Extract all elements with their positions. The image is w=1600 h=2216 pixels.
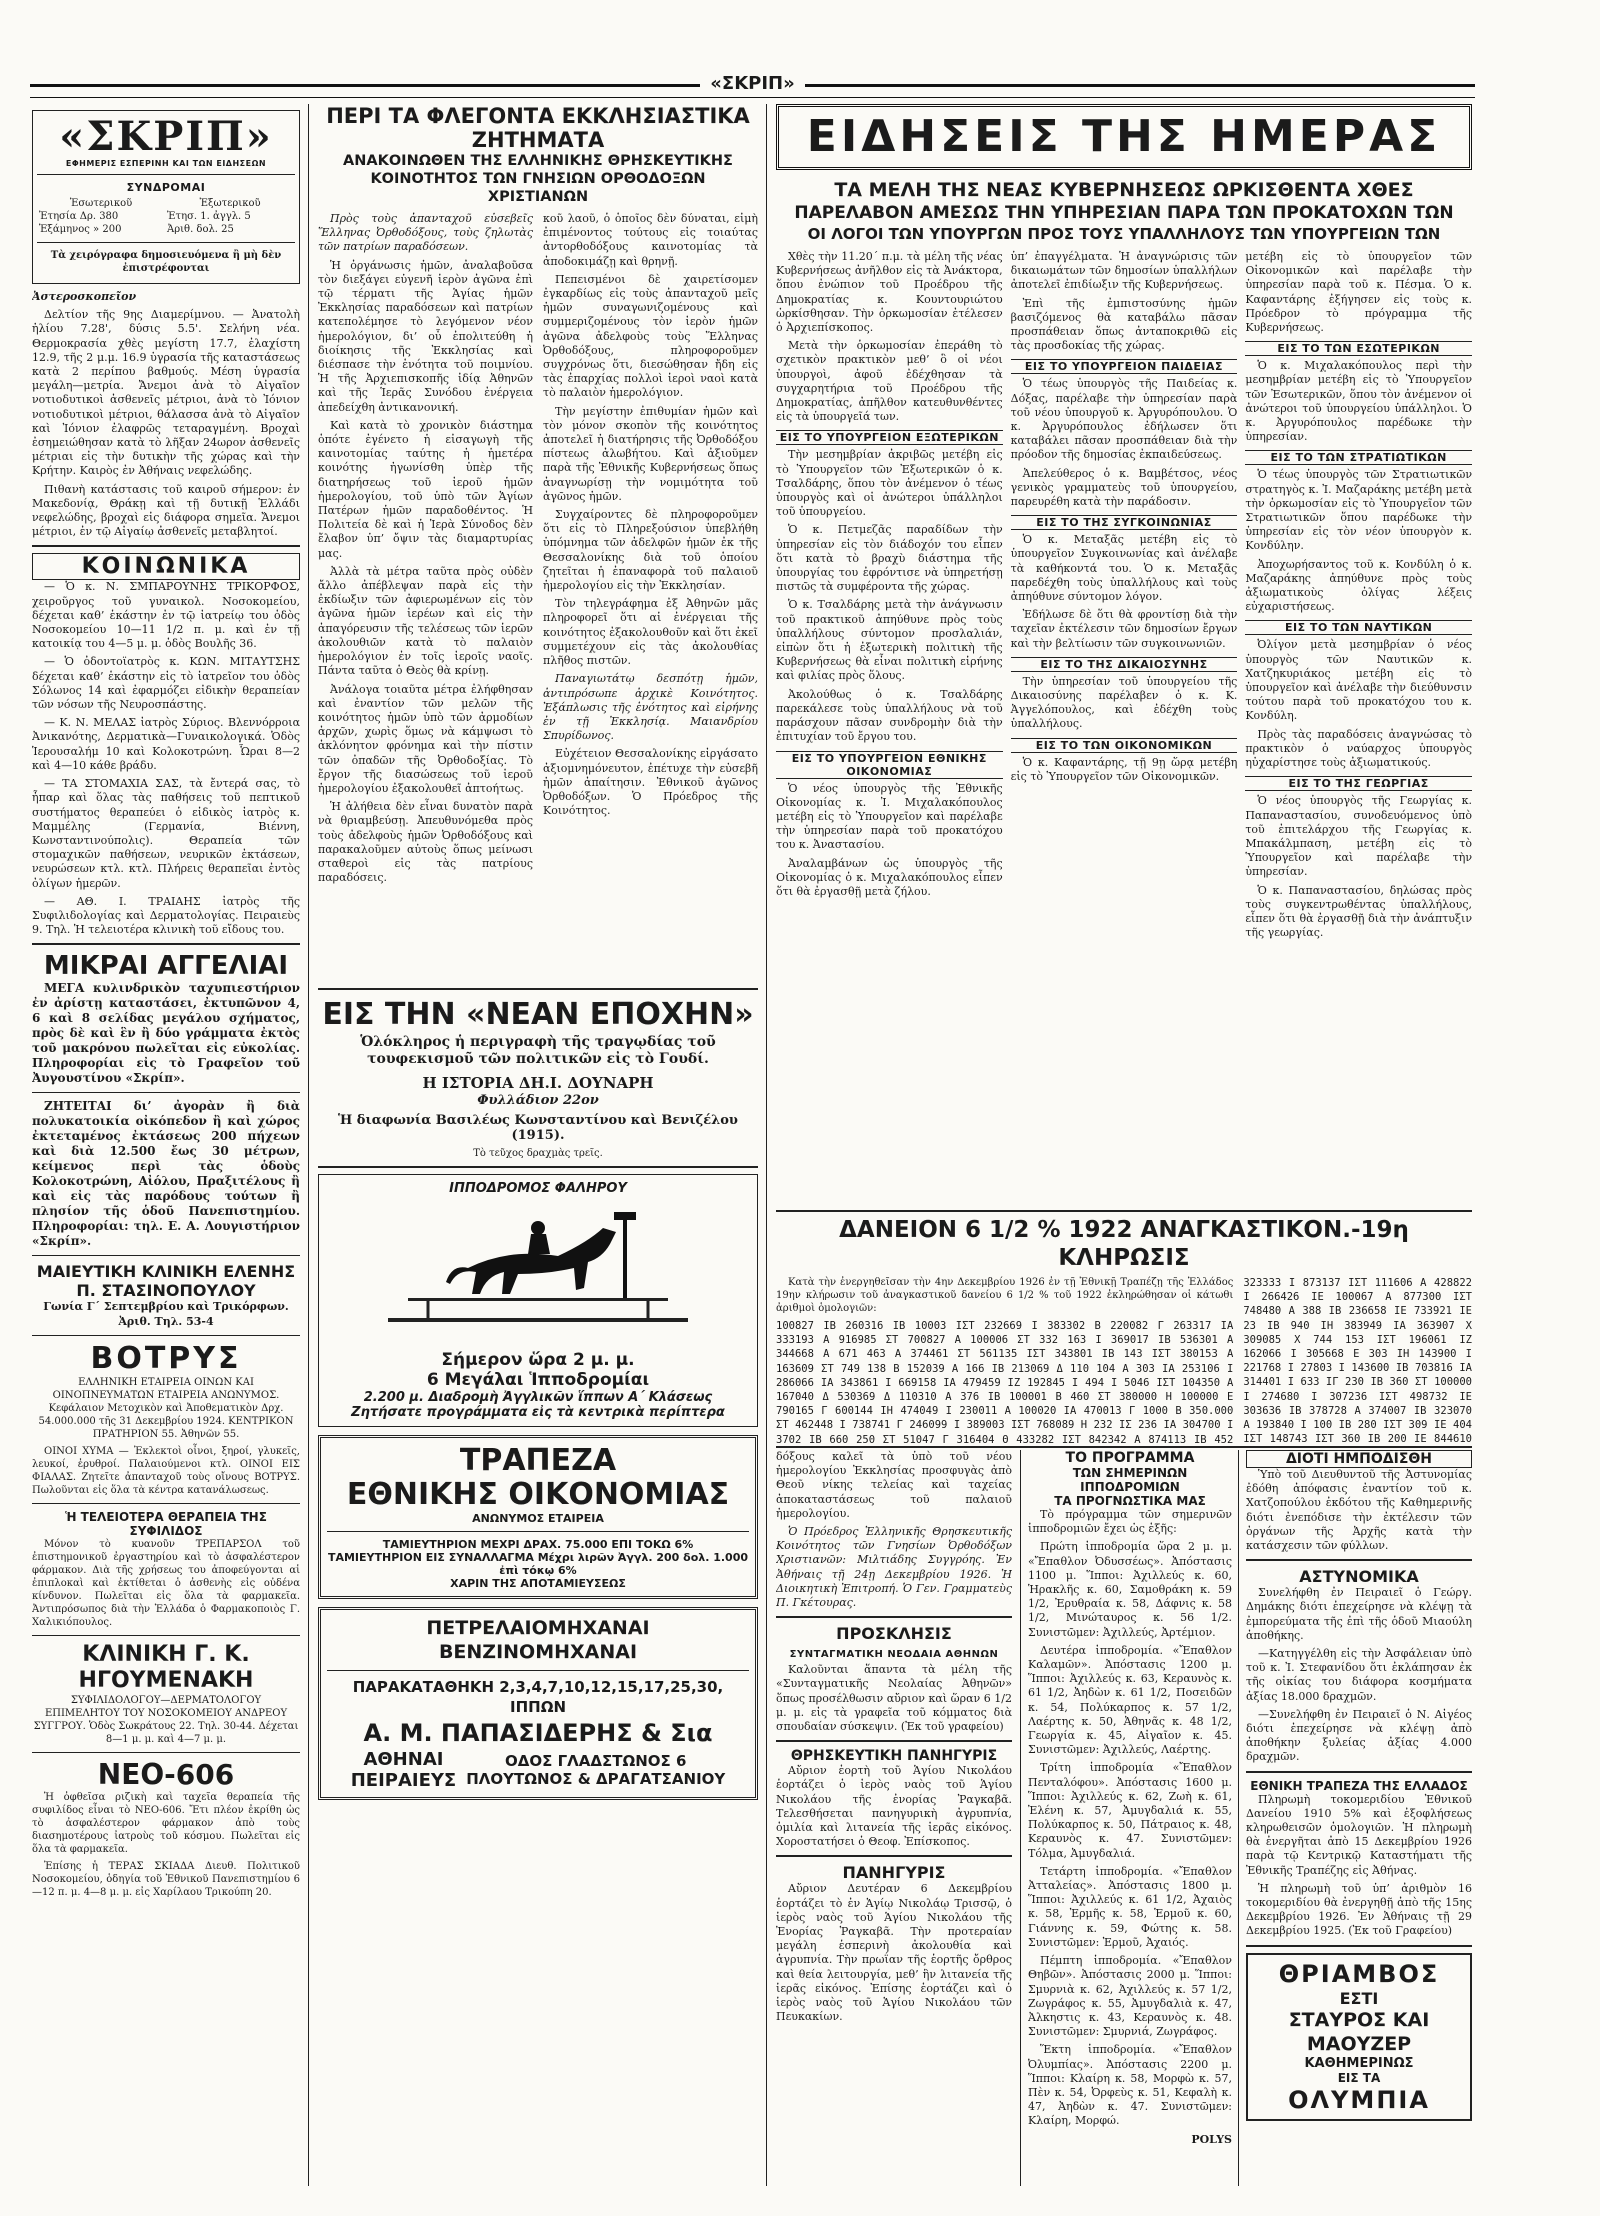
news-para: Ὁ νέος ὑπουργὸς τῆς Ἐθνικῆς Οἰκονομίας κ. Ἰ. Μιχαλακόπουλος μετέβη εἰς τὸ Ὑπουργεῖον καὶ παρέλαβε τὴν ὑπηρεσίαν παρὰ τοῦ προκατόχου του κ. Ἀναστασίου. — [776, 781, 1003, 852]
loan-draw-numbers-2: 323333 Ι 873137 ΙΣΤ 111606 Α 428822 Ι 266426 ΙΕ 100067 Α 877300 ΙΣΤ 748480 Α 388 ΙΒ 236658 ΙΕ 733921 ΙΕ 23 ΙΒ 940 ΙΗ 383949 ΙΑ 363907 Χ 309085 Χ 744 153 ΙΣΤ 196061 ΙΖ 162066 Ι 305668 Ε 303 ΙΗ 143900 Ι 221768 Ι 27803 Ι 143600 ΙΒ 703816 ΙΑ 314401 Ι 633 ΙΓ 230 ΙΒ 360 ΣΤ 100000 Ι 274680 Ι 307236 ΙΣΤ 498732 ΙΕ 303636 ΙΒ 378728 Α 374007 ΙΒ 323070 Α 193840 Ι 100 ΙΒ 280 ΙΣΤ 309 ΙΕ 404 ΙΣΤ 148743 ΙΣΤ 360 ΙΒ 200 ΙΕ 844610 — [1243, 1277, 1472, 1446]
neo606-ad-text-2: Ἐπίσης ἡ ΤΕΡΑΣ ΣΚΙΑΔΑ Διευθ. Πολιτικοῦ Νοσοκομείου, ὁδηγία τοῦ Ἐθνικοῦ Πανεπιστημίου 6—12 π. μ. 4—8 μ. μ. εἰς Χαρίλαου Τρικούπη 20. — [32, 1860, 300, 1898]
masthead-title: «ΣΚΡΙΠ» — [700, 73, 804, 94]
news-headline: ΤΑ ΜΕΛΗ ΤΗΣ ΝΕΑΣ ΚΥΒΕΡΝΗΣΕΩΣ ΩΡΚΙΣΘΕΝΤΑ ΧΘΕΣ — [834, 179, 1414, 201]
police-text: —Συνελήφθη ἐν Πειραιεῖ ὁ Ν. Αἰγέος διότι ἐπεχείρησε νὰ κλέψῃ ἀπὸ ἀποθήκην ξυλείας ἀξίας 4.000 δραχμῶν. — [1246, 1707, 1472, 1764]
news-subhead: ΕΙΣ ΤΟ ΤΩΝ ΕΣΩΤΕΡΙΚΩΝ — [1245, 341, 1472, 356]
nameplate-logo: «ΣΚΡΙΠ» — [59, 113, 273, 160]
news-subhead: ΕΙΣ ΤΟ ΤΗΣ ΣΥΓΚΟΙΝΩΝΙΑΣ — [1011, 515, 1238, 530]
news-section — [776, 104, 1472, 1204]
church-article — [318, 212, 758, 982]
news-para: Ὁ τέως ὑπουργὸς τῶν Στρατιωτικῶν στρατηγὸς κ. Ἰ. Μαζαράκης μετέβη μετὰ τὴν ὁρκωμοσίαν εἰς τὸ Ὑπουργεῖον τῶν Στρατιωτικῶν ὅπου παρέδωκε τὴν ὑπηρεσίαν εἰς τὸν νέον ὑπουργὸν κ. Κονδύλην. — [1245, 468, 1472, 553]
police-text: Συνελήφθη ἐν Πειραιεῖ ὁ Γεώργ. Δημάκης διότι ἐπεχείρησε νὰ κλέψῃ τὰ ἐμπορεύματα τῆς ἐπὶ τῆς ὁδοῦ Μιαούλη ἀποθήκης. — [1246, 1586, 1472, 1642]
invitation-text: Καλοῦνται ἅπαντα τὰ μέλη τῆς «Συνταγματικῆς Νεολαίας Ἀθηνῶν» ὅπως προσέλθωσιν αὔριον καὶ ὥραν 6 1/2 μ. μ. εἰς τὰ γραφεῖα τοῦ κόμματος διὰ σπουδαίαν σύσκεψιν. (Ἐκ τοῦ γραφείου) — [776, 1663, 1012, 1734]
manuscripts-note: Τὰ χειρόγραφα δημοσιευόμενα ἢ μὴ δὲν ἐπιστρέφονται — [50, 250, 282, 274]
olympia-ad-line: ΚΑΘΗΜΕΡΙΝΩΣ — [1304, 2055, 1414, 2071]
olympia-ad-line: ΕΙΣ ΤΑ — [1337, 2070, 1381, 2085]
news-article — [776, 250, 1472, 1058]
church-para: Ἀλλὰ τὰ μέτρα ταῦτα πρὸς οὐδὲν ἄλλο ἀπέβλεψαν παρὰ εἰς τὴν ἐκδίωξιν τῶν ἀφιερωμένων εἰς τὸν ἀγῶνα ἡμῶν ἱερέων καὶ εἰς τὴν ἀπαγόρευσιν τῆς τελέσεως τῶν ἱερῶν ἀκολουθιῶν κατὰ τὸ παλαιὸν ἡμερολόγιον ἐν τοῖς ἱεροῖς ναοῖς. Πάντα ταῦτα ὁ Θεὸς θὰ κρίνῃ. — [318, 564, 533, 678]
festival-heading: ΠΑΝΗΓΥΡΙΣ — [842, 1863, 946, 1883]
weather-heading: Ἀστεροσκοπεῖον — [32, 290, 137, 303]
church-headline: ΠΕΡΙ ΤΑ ΦΛΕΓΟΝΤΑ ΕΚΚΛΗΣΙΑΣΤΙΚΑ ΖΗΤΗΜΑΤΑ — [326, 104, 750, 152]
column-rule — [766, 104, 767, 2186]
classified-ad-press: ΜΕΓΑ κυλινδρικὸν ταχυπιεστήριον ἐν ἀρίστῃ καταστάσει, ἐκτυπῶνον 4, 6 καὶ 8 σελίδας μεγάλου σχήματος, πρὸς δὲ καὶ ἓν ἢ δύο γράμματα ἐκτὸς τοῦ μακρόνου πωλεῖται εἰς εὐκολίας. Πληροφορίαι εἰς τὸ Γραφεῖον τοῦ Ἀυγουστίνου «Σκρίπ». — [32, 981, 300, 1086]
news-subhead: ΕΙΣ ΤΟ ΤΗΣ ΔΙΚΑΙΟΣΥΝΗΣ — [1011, 657, 1238, 672]
news-para: Ὀλίγον μετὰ μεσημβρίαν ὁ νέος ὑπουργὸς τῶν Ναυτικῶν κ. Χατζηκυριάκος μετέβη εἰς τὸ ὑπουργεῖον καὶ ἀνέλαβε τὴν διεύθυνσιν τούτου παρὰ τοῦ προκατόχου του κ. Κονδύλη. — [1245, 638, 1472, 723]
race-program-para: Δευτέρα ἱπποδρομία. «Ἔπαθλον Καλαμῶν». Ἀπόστασις 1200 μ. Ἵπποι: Ἀχιλλεύς κ. 63, Κεραυνὸς κ. 61 1/2, Ἀηδὼν κ. 61 1/2, Ποσειδῶν κ. 54, Πολύκαρπος κ. 57 1/2, Λαέρτης κ. 50, Ἀθηνᾶς κ. 48 1/2, Γεωργία κ. 45, Αἰγαῖον κ. 45. Συνιστῶμεν: Ἀχιλλεύς, Λαέρτης. — [1028, 1643, 1232, 1757]
nea-epochi-price: Τὸ τεῦχος δραχμὰς τρεῖς. — [473, 1147, 603, 1159]
race-program-para: Τρίτη ἱπποδρομία «Ἔπαθλον Πενταλόφου». Ἀπόστασις 1600 μ. Ἵπποι: Ἀχιλλεύς κ. 62, Ζωὴ κ. 61, Ἐλένη κ. 57, Ἀμυγδαλιά κ. 55, Πολύκαρπος κ. 50, Πάτραιος κ. 48, Κεραυνὸς κ. 47. Συνιστῶμεν: Τόλμα, Ἀμυγδαλιά. — [1028, 1761, 1232, 1860]
bank-ad-line: ΤΑΜΙΕΥΤΗΡΙΟΝ ΜΕΧΡΙ ΔΡΑΧ. 75.000 ΕΠΙ ΤΟΚΩ 6% — [382, 1537, 694, 1551]
subs-domestic-year: Ἐτησία Δρ. 380 — [39, 211, 119, 222]
news-para: Ἐπὶ τῆς ἐμπιστοσύνης ἡμῶν βασιζόμενος θὰ καταβάλω πᾶσαν προσπάθειαν ὅπως ἀνταποκριθῶ εἰς τὰς προσδοκίας τῆς χώρας. — [1010, 296, 1238, 353]
religious-feast-text: Αὔριον ἑορτὴ τοῦ Ἁγίου Νικολάου ἑορτάζει ὁ ἱερὸς ναὸς τοῦ Ἁγίου Νικολάου τῆς ἐνορίας Ῥαγκαβᾶ. Τελεσθήσεται πανηγυρικὴ ἀγρυπνία, ὁμιλία καὶ λιτανεία τῆς ἱερᾶς εἰκόνος. Χοροστατήσει ὁ Θεοφ. Ἐπίσκοπος. — [776, 1764, 1012, 1849]
news-subhead: ΕΙΣ ΤΟ ΥΠΟΥΡΓΕΙΟΝ ΠΑΙΔΕΙΑΣ — [1011, 359, 1238, 374]
botrys-ad-title: ΒΟΤΡΥΣ — [90, 1340, 242, 1376]
bank-ad-line: ΕΘΝΙΚΗΣ ΟΙΚΟΝΟΜΙΑΣ — [346, 1476, 730, 1512]
therapy-ad-text: Μόνον τὸ κυανοῦν ΤΡΕΠΑΡΣΟΛ τοῦ ἐπιστημονικοῦ ἐργαστηρίου καὶ τὸ ἀσφαλέστερον φάρμακον. Διὰ τῆς χρήσεως του ἀποφεύγονται αἱ ἐπιπλοκαὶ καὶ ἐκτίθεται ὁ ἀσθενὴς εἰς οὐδένα κίνδυνον. Πωλεῖται εἰς ὅλα τὰ φαρμακεῖα. Ἀντιπρόσωπος διὰ τὴν Ἑλλάδα ὁ Φαρμακοποιὸς Γ. Χαλικιόπουλος. — [32, 1538, 300, 1628]
notice-para: δόξους καλεῖ τὰ ὑπὸ τοῦ νέου ἡμερολογίου Ἐκκλησίας προσφυγὰς ἀπὸ Θεοῦ νίκης τελείας καὶ ταχείας ἀποκαταστάσεως τοῦ παλαιοῦ ἡμερολογίου. — [776, 1450, 1012, 1520]
church-para: Ἡ ἀλήθεια δὲν εἶναι δυνατὸν παρὰ νὰ θριαμβεύσῃ. Ἀπευθυνόμεθα πρὸς τοὺς ἀδελφοὺς ἡμῶν Ὀρθοδόξους καὶ παρακαλοῦμεν αὐτοὺς ὅπως μείνωσι σταθεροὶ εἰς τὰς πατρίους παραδόσεις. — [318, 800, 533, 885]
news-para: Ἀκολούθως ὁ κ. Τσαλδάρης παρεκάλεσε τοὺς ὑπαλλήλους νὰ τοῦ παράσχουν πᾶσαν συνδρομὴν διὰ τὴν ἐπιτυχίαν τοῦ ἔργου του. — [776, 687, 1003, 744]
column-rule — [1238, 1450, 1239, 2186]
weather-text-2: Πιθανὴ κατάστασις τοῦ καιροῦ σήμερον: ἐν Μακεδονίᾳ, Θράκῃ καὶ τῇ δυτικῇ Ἑλλάδι νεφελώδης, βροχαὶ εἰς διάφορα σημεῖα. Ἄνεμοι μέτριοι, ἐν τῷ Αἰγαίῳ ἀσθενεῖς μεταβλητοί. — [32, 482, 300, 539]
engines-ad-city: ΑΘΗΝΑΙ — [363, 1748, 444, 1770]
news-para: Ἀναλαμβάνων ὡς ὑπουργὸς τῆς Οἰκονομίας ὁ κ. Μιχαλακόπουλος εἶπεν ὅτι θὰ ἐργασθῇ μετὰ ζήλου. — [776, 856, 1003, 898]
nea-epochi-title: ΕΙΣ ΤΗΝ «ΝΕΑΝ ΕΠΟΧΗΝ» — [322, 997, 754, 1032]
neo606-ad-text: Ἡ ὀφθεῖσα ριζικὴ καὶ ταχεῖα θεραπεία τῆς συφιλίδος εἶναι τὸ ΝΕΟ-606. Ἔτι πλέον ἐκρίθη ὡς τὸ ἀσφαλέστερον φάρμακον ἀπὸ τοὺς διασημοτέρους ἰατροὺς τοῦ κόσμου. Πωλεῖται εἰς ὅλα τὰ φαρμακεῖα. — [32, 1791, 300, 1855]
column-rule — [1020, 1450, 1021, 2186]
racecourse-line: 6 Μεγάλαι Ἱπποδρομίαι — [426, 1369, 650, 1390]
engines-ad-line: ΠΕΤΡΕΛΑΙΟΜΗΧΑΝΑΙ ΒΕΝΖΙΝΟΜΗΧΑΝΑΙ — [426, 1616, 650, 1663]
weather-text: Δελτίον τῆς 9ης Διαμερίμνου. — Ἀνατολὴ ἡλίου 7.28', δύσις 5.5'. Σελήνη νέα. Θερμοκρασία χθὲς μεγίστη 17.7, ἐλαχίστη 12.9, τῆς 2 μ.μ. 16.9 ὑγρασία τῆς καταστάσεως κατὰ 2 περίπου βαθμούς. Μέση ὑγρασία μεγάλη—μετρία. Ἄνεμοι ἀνὰ τὸ Αἰγαῖον νοτιοδυτικοὶ ἀσθενεῖς μέτριοι, ἀνὰ τὸ Ἰόνιον νοτιοδυτικοὶ μέτριοι, θάλασσα ἀνὰ τὸ Αἰγαῖον καὶ Ἰόνιον ἐλαφρῶς τεταραγμένη. Βροχαὶ ἐσημειώθησαν κατὰ τὸ λῆξαν 24ωρον ἀσθενεῖς μέτριαι εἰς τὴν δυτικὴν τῆς χώρας καὶ τὴν Κρήτην. Καιρὸς ἐν Ἀθήναις νεφελώδης. — [32, 308, 300, 478]
church-para: Πρὸς τοὺς ἀπανταχοῦ εὐσεβεῖς Ἕλληνας Ὀρθοδόξους, τοὺς ζηλωτὰς τῶν πατρίων παραδόσεων. — [318, 212, 533, 254]
news-para: Χθὲς τὴν 11.20΄ π.μ. τὰ μέλη τῆς νέας Κυβερνήσεως ἀνῆλθον εἰς τὰ Ἀνάκτορα, ὅπου ἐνώπιον τοῦ Προέδρου τῆς Δημοκρατίας κ. Κουντουριώτου ὡρκίσθησαν. Τὴν ὁρκωμοσίαν ἐτέλεσεν ὁ Ἀρχιεπίσκοπος. — [776, 250, 1003, 335]
engines-ad-address: ΠΛΟΥΤΩΝΟΣ & ΔΡΑΓΑΤΣΑΝΙΟΥ — [466, 1769, 726, 1788]
olympia-ad-line: ΕΣΤΙ — [1339, 1988, 1379, 2008]
column-right-bottom — [1246, 1450, 1472, 2180]
engines-ad-address: ΟΔΟΣ ΓΛΑΔΣΤΩΝΟΣ 6 — [505, 1751, 687, 1770]
religious-feast-heading: ΘΡΗΣΚΕΥΤΙΚΗ ΠΑΝΗΓΥΡΙΣ — [790, 1748, 998, 1765]
bank-ad-line: ΤΑΜΙΕΥΤΗΡΙΟΝ ΕΙΣ ΣΥΝΑΛΛΑΓΜΑ Μέχρι λιρῶν Ἀγγλ. 200 δολ. 1.000 ἐπὶ τόκῳ 6% — [327, 1550, 749, 1577]
church-para: Παναγιωτάτῳ δεσπότῃ ἡμῶν, ἀντιπρόσωπε ἀρχικὲ Κοινότητος. Ἐξάπλωσις τῆς ἑνότητος καὶ εἰρήνης ἐν τῇ Ἐκκλησίᾳ. Μαιανδρίου Σπυρίδωνος. — [543, 672, 758, 743]
news-para: Τὴν ὑπηρεσίαν τοῦ ὑπουργείου τῆς Δικαιοσύνης παρέλαβεν ὁ κ. Κ. Ἀγγελόπουλος, καὶ ἐδέχθη τοὺς ὑπαλλήλους. — [1010, 674, 1238, 731]
news-para: Ἐδήλωσε δὲ ὅτι θὰ φροντίσῃ διὰ τὴν ταχεῖαν ἐκτέλεσιν τῶν δημοσίων ἔργων καὶ τὴν βελτίωσιν τῶν συγκοινωνιῶν. — [1010, 608, 1238, 650]
news-para: Ὁ κ. Μεταξᾶς μετέβη εἰς τὸ ὑπουργεῖον Συγκοινωνίας καὶ ἀνέλαβε τὰ καθήκοντά του. Ὁ κ. Μεταξᾶς παρεδέχθη τοὺς ὑπαλλήλους καὶ τοὺς ἀπηύθυνε σύντομον λόγον. — [1010, 533, 1238, 604]
column-church — [318, 104, 758, 2184]
news-para: Ὁ νέος ὑπουργὸς τῆς Γεωργίας κ. Παπαναστασίου, συνοδευόμενος ὑπὸ τοῦ ἐπιτελάρχου τῆς Γεωργίας κ. Μπακάλμπαση, μετέβη εἰς τὸ Ὑπουργεῖον καὶ παρέλαβε τὴν ὑπηρεσίαν. — [1245, 794, 1472, 879]
bank-ad-line: ΑΝΩΝΥΜΟΣ ΕΤΑΙΡΕΙΑ — [472, 1511, 604, 1525]
engines-ad-city: ΠΕΙΡΑΙΕΥΣ — [350, 1769, 457, 1791]
news-subheadline: ΠΑΡΕΛΑΒΟΝ ΑΜΕΣΩΣ ΤΗΝ ΥΠΗΡΕΣΙΑΝ ΠΑΡΑ ΤΩΝ ΠΡΟΚΑΤΟΧΩΝ ΤΩΝ — [794, 203, 1454, 223]
news-subheadline-2: ΟΙ ΛΟΓΟΙ ΤΩΝ ΥΠΟΥΡΓΩΝ ΠΡΟΣ ΤΟΥΣ ΥΠΑΛΛΗΛΟΥΣ ΤΩΝ ΥΠΟΥΡΓΕΙΩΝ ΤΩΝ — [807, 225, 1441, 243]
national-bank-heading: ΕΘΝΙΚΗ ΤΡΑΠΕΖΑ ΤΗΣ ΕΛΛΑΔΟΣ — [1250, 1778, 1468, 1793]
news-subhead: ΕΙΣ ΤΟ ΤΩΝ ΟΙΚΟΝΟΜΙΚΩΝ — [1011, 738, 1238, 753]
column-notices — [776, 1450, 1012, 2180]
subscriptions-table — [37, 197, 295, 236]
engines-ad-line: Α. Μ. ΠΑΠΑΣΙΔΕΡΗΣ & Σια — [363, 1718, 713, 1747]
masthead-rule — [30, 73, 1475, 98]
subs-domestic-head: Ἐσωτερικοῦ — [69, 198, 133, 209]
news-para: Ὁ κ. Πετμεζᾶς παραδίδων τὴν ὑπηρεσίαν εἰς τὸν διάδοχόν του εἶπεν ὅτι κατὰ τὸ βραχὺ διάστημα τῆς ὑπουργίας του ἐφρόντισε νὰ ὑπηρετήσῃ πιστῶς τὰ συμφέροντα τῆς χώρας. — [776, 523, 1003, 594]
column-left — [32, 104, 300, 2184]
engines-ad — [318, 1607, 758, 1800]
news-para: Ὁ κ. Τσαλδάρης μετὰ τὴν ἀνάγνωσιν τοῦ πρακτικοῦ ἀπηύθυνε πρὸς τοὺς ὑπαλλήλους σύντομον προσλαλιάν, εἰπὼν ὅτι ἡ ἐξωτερικὴ πολιτικὴ τῆς Κυβερνήσεως θὰ εἶναι πολιτικὴ εἰρήνης καὶ φιλίας πρὸς ὅλους. — [776, 598, 1003, 683]
bank-ad-line: ΤΡΑΠΕΖΑ — [459, 1442, 617, 1478]
invitation-subheading: ΣΥΝΤΑΓΜΑΤΙΚΗ ΝΕΟΔΑΙΑ ΑΘΗΝΩΝ — [789, 1649, 999, 1661]
nea-epochi-line: Η ΙΣΤΟΡΙΑ ΔΗ.Ι. ΔΟΥΝΑΡΗ — [422, 1074, 654, 1092]
church-para: Ἡ ὀργάνωσις ἡμῶν, ἀναλαβοῦσα τὸν διεξάγει εὐγενῆ ἱερὸν ἀγῶνα ἐπὶ τῷ τέρματι τῆς Ἁγίας ἡμῶν Ἐκκλησίας παραδόσεων καὶ πατρίων κατεπολέμησε τὸ λεγόμενον νέον ἡμερολόγιον, δι’ οὗ ἐπολιτεύθη ἡ διοίκησις τῆς Ἐκκλησίας καὶ διέσπασε τὴν ἑνότητα τοῦ ποιμνίου. Ἡ τῆς Ἀρχιεπισκοπῆς ἰδίᾳ Ἀθηνῶν καὶ τῆς Ἱερᾶς Συνόδου ἐνέργεια ἀπεδείχθη ἀντικανονική. — [318, 258, 533, 414]
classifieds-heading: ΜΙΚΡΑΙ ΑΓΓΕΛΙΑΙ — [43, 951, 289, 982]
subs-domestic-half: Ἑξάμηνος » 200 — [39, 224, 122, 235]
news-subhead: ΕΙΣ ΤΟ ΤΗΣ ΓΕΩΡΓΙΑΣ — [1245, 776, 1472, 791]
racecourse-line: 2.200 μ. Διαδρομὴ Ἀγγλικῶν ἵππων Α΄ Κλάσεως — [363, 1389, 713, 1405]
subscriptions-heading: ΣΥΝΔΡΟΜΑΙ — [126, 181, 206, 194]
social-text-4: — ΤΑ ΣΤΟΜΑΧΙΑ ΣΑΣ, τὰ ἔντερά σας, τὸ ἧπαρ καὶ ὅλας τὰς παθήσεις τοῦ πεπτικοῦ συστήματος θεραπεύει ὁ εἰδικὸς ἰατρὸς κ. Μαμμέλης (Γερμανία, Βιέννη, Κωνσταντινούπολις). Θεραπεία τῶν στομαχικῶν παθήσεων, νευρικῶν ἐκτάσεων, νευρώσεων κτλ. κτλ. Πλήρεις θεραπεῖαι ἐντὸς ὀλίγων ἡμερῶν. — [32, 777, 300, 890]
news-para: Ὁ κ. Παπαναστασίου, δηλώσας πρὸς τοὺς συγκεντρωθέντας ὑπαλλήλους, εἶπεν ὅτι θὰ ἐργασθῇ διὰ τὴν ἀνάπτυξιν τῆς γεωργίας. — [1245, 883, 1472, 940]
olympia-ad-line: ΣΤΑΥΡΟΣ ΚΑΙ ΜΑΟΥΖΕΡ — [1288, 2008, 1430, 2055]
clinic-ad-title: ΜΑΙΕΥΤΙΚΗ ΚΛΙΝΙΚΗ ΕΛΕΝΗΣ Π. ΣΤΑΣΙΝΟΠΟΥΛΟΥ — [36, 1262, 296, 1301]
obstructed-text: Ὑπὸ τοῦ Διευθυντοῦ τῆς Ἀστυνομίας ἐδόθη ἀπόφασις ἐναντίον τοῦ κ. Χατζοπούλου ἐκδότου τῆς Καθημερινῆς διότι ἐνεπόδισε τὴν ἐκτέλεσιν τῶν ὀργάνων τῆς Ἀρχῆς κατὰ τὴν κατάσχεσιν τῶν φύλλων. — [1246, 1468, 1472, 1553]
subs-foreign-head: Ἐξωτερικοῦ — [199, 198, 261, 209]
race-program-para: Ἕκτη ἱπποδρομία. «Ἔπαθλον Ὀλυμπίας». Ἀπόστασις 2200 μ. Ἵπποι: Κλαίρη κ. 58, Μορφὼ κ. 57, Πὲν κ. 54, Ὀρφεὺς κ. 51, Κεφαλὴ κ. 47, Ἀηδὼν κ. 47. Συνιστῶμεν: Κλαίρη, Μορφώ. — [1028, 2043, 1232, 2128]
church-para: Τὸν τηλεγράφημα ἐξ Ἀθηνῶν μᾶς πληροφορεῖ ὅτι αἱ ἐνέργειαι τῆς κοινότητος ἐξακολουθοῦν καὶ ὅτι ἐκεῖ συμμετέχουν εἰς τὰς ἀκολουθίας πλῆθος πιστῶν. — [543, 597, 758, 668]
church-para: Ἀνάλογα τοιαῦτα μέτρα ἐλήφθησαν καὶ ἐναντίον τῶν μελῶν τῆς κοινότητος ἡμῶν ὑπὸ τῶν ἀρμοδίων ἀρχῶν, χωρὶς ὅμως νὰ κάμψωσι τὸ ἀκλόνητον φρόνημα καὶ τὴν πίστιν τῶν ὀπαδῶν τῆς Ὀρθοδοξίας. Τὸ ἔργον τῆς διασώσεως τοῦ ἱεροῦ ἡμερολογίου ἐξακολουθεῖ ἀπτοήτως. — [318, 682, 533, 795]
loan-draw-section — [776, 1210, 1472, 1448]
social-text-2: — Ὁ ὀδοντοϊατρὸς κ. ΚΩΝ. ΜΙΤΑΥΤΣΗΣ δέχεται καθ’ ἑκάστην εἰς τὸ ἰατρεῖον του ὁδὸς Σόλωνος 14 καὶ ἐφαρμόζει εἰδικὴν θεραπείαν τῶν νόσων τῆς Νευροσπάστης. — [32, 655, 300, 712]
news-para: Ἀπελεύθερος ὁ κ. Βαμβέτσος, νέος γενικὸς γραμματεὺς τοῦ ὑπουργείου, παρευρέθη κατὰ τὴν παράδοσιν. — [1010, 466, 1238, 509]
bank-ad — [318, 1435, 758, 1599]
column-rule — [308, 104, 309, 2186]
news-para: Ὁ τέως ὑπουργὸς τῆς Παιδείας κ. Δόξας, παρέλαβε τὴν ὑπηρεσίαν παρὰ τοῦ νέου ὑπουργοῦ κ. Ἀργυρόπουλου. Ὁ κ. Ἀργυρόπουλος ἐδήλωσεν ὅτι καταβάλει πᾶσαν προσπάθειαν διὰ τὴν πρόοδον τῆς δημοσίας ἐκπαιδεύσεως. — [1010, 377, 1238, 462]
news-para: Ὁ κ. Καφαντάρης, τῇ 9ῃ ὥρᾳ μετέβη εἰς τὸ Ὑπουργεῖον τῶν Οἰκονομικῶν. — [1010, 755, 1238, 783]
church-para: Καὶ κατὰ τὸ χρονικὸν διάστημα ὁπότε ἐγένετο ἡ εἰσαγωγὴ τῆς καινοτομίας ταύτης ἡ ἡμετέρα κοινότης ἠγωνίσθη ὑπὲρ τῆς διατηρήσεως τοῦ ἱεροῦ ἡμῶν ἡμερολογίου, τοῦ ὑπὸ τῶν Ἁγίων Πατέρων ἡμῶν παραδοθέντος. Ἡ Πολιτεία δὲ καὶ ἡ Ἱερὰ Σύνοδος δὲν ἔλαβον ὑπ’ ὄψιν τὰς διαμαρτυρίας μας. — [318, 418, 533, 560]
church-para: Εὐχέτειον Θεσσαλονίκης εἰργάσατο ἀξιομνημόνευτον, ἐπέτυχε τὴν εὐσεβῆ ἡμῶν ἀπαίτησιν. Ἐθνικοῦ ἀγῶνος Ὀρθοδόξων. Ὁ Πρόεδρος τῆς Κοινότητος. — [543, 747, 758, 818]
race-program-para: Πέμπτη ἱπποδρομία. «Ἔπαθλον Θηβῶν». Ἀπόστασις 2000 μ. Ἵπποι: Σμυρνιὰ κ. 62, Ἀχιλλεύς κ. 57 1/2, Ζωγράφος κ. 55, Ἀμυγδαλιὰ κ. 47, Ἀλκηστις κ. 43, Κεραυνὸς κ. 48. Συνιστῶμεν: Σμυρνιά, Ζωγράφος. — [1028, 1954, 1232, 2039]
horse-jockey-illustration — [388, 1198, 688, 1348]
festival-text: Αὔριον Δευτέραν 6 Δεκεμβρίου ἑορτάζει τὸ ἐν Ἁγίῳ Νικολάῳ Τρισσῷ, ὁ ἱερὸς ναὸς τοῦ Ἁγίου Νικολάου τῆς Ἐνορίας Ῥαγκαβᾶ. Τὴν προτεραίαν μεγάλη ἑσπερινὴ ἀκολουθία καὶ ἀγρυπνία. Τὴν πρωΐαν τῆς ἑορτῆς ὄρθρος καὶ θεία λειτουργία, μεθ’ ἣν λιτανεία τῆς ἱερᾶς εἰκόνος. Ἐπίσης ἑορτάζει καὶ ὁ ἱερὸς ναὸς τοῦ Ἁγίου Νικολάου τῶν Πευκακίων. — [776, 1882, 1012, 2024]
subs-foreign-half: Ἀριθ. δολ. 25 — [167, 224, 234, 235]
news-para: Ἀποχωρήσαντος τοῦ κ. Κονδύλη ὁ κ. Μαζαράκης ἀπηύθυνε πρὸς τοὺς ἀξιωματικοὺς ὀλίγας λέξεις εὐχαριστήσεως. — [1245, 557, 1472, 614]
social-text: — Ὁ κ. Ν. ΣΜΠΑΡΟΥΝΗΣ ΤΡΙΚΟΡΦΟΣ, χειροῦργος τοῦ γυναικολ. Νοσοκομείου, δέχεται καθ’ ἑκάστην ἐν τῷ ἰατρείῳ του ὁδὸς Νοσοκομείου 10—11 1/2 π. μ. καὶ ἐν τῇ κατοικίᾳ του 4—5 μ. μ. ὁδὸς Βουλῆς 36. — [32, 580, 300, 651]
social-text-5: — ΑΘ. Ι. ΤΡΑΙΑΗΣ ἰατρὸς τῆς Συφιλιδολογίας καὶ Δερματολογίας. Πειραιεὺς 9. Τηλ. Ἡ τελειοτέρα κλινικὴ τοῦ εἴδους του. — [32, 894, 300, 937]
church-para: Τὴν μεγίστην ἐπιθυμίαν ἡμῶν καὶ τὸν μόνον σκοπὸν τῆς κοινότητος ἀποτελεῖ ἡ διατήρησις τῆς Ὀρθοδόξου πίστεως ἀλωβήτου. Καὶ ἀξιοῦμεν παρὰ τῆς Ἐθνικῆς Κυβερνήσεως ὅπως ἀναγνωρίσῃ τὴν νομιμότητα τοῦ ἀγῶνος ἡμῶν. — [543, 404, 758, 503]
national-bank-text: Πληρωμὴ τοκομεριδίου Ἐθνικοῦ Δανείου 1910 5% καὶ ἐξοφλήσεως κληρωθεισῶν ὁμολογιῶν. Ἡ πληρωμὴ θὰ ἐνεργῆται ἀπὸ 15 Δεκεμβρίου 1926 παρὰ τῷ Κεντρικῷ Καταστήματι τῆς Ἐθνικῆς Τραπέζης εἰς Ἀθήνας. — [1246, 1792, 1472, 1877]
police-text: —Κατηγγέλθη εἰς τὴν Ἀσφάλειαν ὑπὸ τοῦ κ. Ἰ. Στεφανίδου ὅτι ἐκλάπησαν ἐκ τῆς οἰκίας του διάφορα κοσμήματα ἀξίας 18.000 δραχμῶν. — [1246, 1647, 1472, 1703]
botrys-ad-text-2: ΟΙΝΟΙ ΧΥΜΑ — Ἐκλεκτοὶ οἶνοι, ξηροί, γλυκεῖς, λευκοί, ἐρυθροί. Παλαιούμενοι κτλ. ΟΙΝΟΙ ΕΙΣ ΦΙΑΛΑΣ. Ζητεῖτε ἀπανταχοῦ τοὺς οἴνους ΒΟΤΡΥΣ. Πωλοῦνται εἰς ὅλα τὰ κέντρα κατανάλωσεως. — [32, 1445, 300, 1496]
olympia-ad-line: ΘΡΙΑΜΒΟΣ — [1278, 1959, 1440, 1988]
race-program-para: Πρώτη ἱπποδρομία ὥρα 2 μ. μ. «Ἔπαθλον Ὀδυσσέως». Ἀπόστασις 1100 μ. Ἵπποι: Ἀχιλλεύς κ. 60, Ἡρακλῆς κ. 60, Σαμοθράκη κ. 59 1/2, Ἐρυθραία κ. 58, Δάφνις κ. 58 1/2, Μινώταυρος κ. 56 1/2. Συνιστῶμεν: Ἀχιλλεύς, Ἀρτέμιον. — [1028, 1540, 1232, 1639]
news-subhead: ΕΙΣ ΤΟ ΤΩΝ ΝΑΥΤΙΚΩΝ — [1245, 620, 1472, 635]
racecourse-title: ΙΠΠΟΔΡΟΜΟΣ ΦΑΛΗΡΟΥ — [449, 1180, 627, 1196]
news-para: Τὴν μεσημβρίαν ἀκριβῶς μετέβη εἰς τὸ Ὑπουργεῖον τῶν Ἐξωτερικῶν ὁ κ. Τσαλδάρης, ὅπου τὸν ἀνέμενον ὁ τέως ὑπουργὸς καὶ οἱ ἀνώτεροι ὑπάλληλοι τοῦ ὑπουργείου. — [776, 448, 1003, 519]
nameplate-box — [32, 110, 300, 284]
racecourse-ad — [318, 1174, 758, 1427]
race-program-heading-2: ΤΩΝ ΣΗΜΕΡΙΝΩΝ ΙΠΠΟΔΡΟΜΙΩΝ — [1072, 1466, 1188, 1494]
racecourse-line: Ζητήσατε προγράμματα εἰς τὰ κεντρικὰ περίπτερα — [351, 1404, 725, 1420]
nea-epochi-subtitle: Ὁλόκληρος ἡ περιγραφὴ τῆς τραγῳδίας τοῦ τουφεκισμοῦ τῶν πολιτικῶν εἰς τὸ Γουδί. — [360, 1034, 716, 1067]
neo606-ad-title: ΝΕΟ-606 — [97, 1757, 235, 1791]
church-para: Συγχαίροντες δὲ πληροφοροῦμεν ὅτι εἰς τὸ Πληρεξούσιον ὑπεβλήθη ὑπόμνημα τῶν ἀδελφῶν ἡμῶν ἐκ τῆς Θεσσαλονίκης διὰ τοῦ ὁποίου ζητεῖται ἡ ἐπαναφορὰ τοῦ παλαιοῦ ἡμερολογίου εἰς τὴν Ἐκκλησίαν. — [543, 508, 758, 593]
olympia-ad — [1246, 1953, 1472, 2121]
botrys-ad-text: ΕΛΛΗΝΙΚΗ ΕΤΑΙΡΕΙΑ ΟΙΝΩΝ ΚΑΙ ΟΙΝΟΠΝΕΥΜΑΤΩΝ ΕΤΑΙΡΕΙΑ ΑΝΩΝΥΜΟΣ. Κεφάλαιον Μετοχικὸν καὶ Ἀποθεματικὸν Δρχ. 54.000.000 τῆς 31 Δεκεμβρίου 1924. ΚΕΝΤΡΙΚΟΝ ΠΡΑΤΗΡΙΟΝ 55. Ἀθηνῶν 55. — [38, 1376, 294, 1440]
nameplate-subtitle: ΕΦΗΜΕΡΙΣ ΕΣΠΕΡΙΝΗ ΚΑΙ ΤΩΝ ΕΙΔΗΣΕΩΝ — [65, 159, 267, 168]
obstructed-heading: ΔΙΟΤΙ ΗΜΠΟΔΙΣΘΗ — [1246, 1450, 1472, 1468]
social-text-3: — Κ. Ν. ΜΕΛΑΣ ἰατρὸς Σύριος. Βλεννόρροια Ἀνικανότης, Δερματικὰ—Γυναικολογικά. Ὁδὸς Ἱερουσαλήμ 10 καὶ Κολοκοτρώνη. Ὧραι 8—2 καὶ 4—10 κάθε βράδυ. — [32, 716, 300, 772]
nea-epochi-line: Φυλλάδιον 22ον — [477, 1093, 599, 1109]
police-heading: ΑΣΤΥΝΟΜΙΚΑ — [1299, 1567, 1419, 1587]
race-program-heading-3: ΤΑ ΠΡΟΓΝΩΣΤΙΚΑ ΜΑΣ — [1054, 1494, 1206, 1508]
column-races — [1028, 1450, 1232, 2180]
race-program-signature: POLYS — [1191, 2132, 1232, 2146]
national-bank-text: Ἡ πληρωμὴ τοῦ ὑπ’ ἀριθμὸν 16 τοκομεριδίου θὰ ἐνεργηθῇ ἀπὸ τῆς 15ης Δεκεμβρίου 1926. Ἐν Ἀθήναις τῇ 29 Δεκεμβρίου 1925. (Ἐκ τοῦ Γραφείου) — [1246, 1881, 1472, 1938]
notice-para: Ὁ Πρόεδρος Ἑλληνικῆς Θρησκευτικῆς Κοινότητος τῶν Γνησίων Ὀρθοδόξων Χριστιανῶν: Μιλτιάδης Συγγρόης. Ἐν Ἀθήναις τῇ 24ῃ Δεκεμβρίου 1926. Ἡ Διοικητικὴ Ἐπιτροπή. Ὁ Γεν. Γραμματεὺς Π. Γκέτουρας. — [776, 1525, 1012, 1610]
news-subhead: ΕΙΣ ΤΟ ΥΠΟΥΡΓΕΙΟΝ ΕΘΝΙΚΗΣ ΟΙΚΟΝΟΜΙΑΣ — [776, 751, 1003, 779]
news-subhead: ΕΙΣ ΤΟ ΥΠΟΥΡΓΕΙΟΝ ΕΞΩΤΕΡΙΚΩΝ — [776, 430, 1003, 445]
racecourse-line: Σήμερον ὥρα 2 μ. μ. — [441, 1349, 635, 1370]
klinik-ad-title: ΚΛΙΝΙΚΗ Γ. Κ. ΗΓΟΥΜΕΝΑΚΗ — [78, 1641, 254, 1693]
race-program-para: Τετάρτη ἱπποδρομία. «Ἔπαθλον Ἀτταλείας». Ἀπόστασις 1800 μ. Ἵπποι: Ἀχιλλεύς κ. 61 1/2, Ἀχαιὸς κ. 58, Ἐρμῆς κ. 58, Ἑρμοῦ κ. 60, Γιάννης κ. 59, Φώτης κ. 58. Συνιστῶμεν: Ἑρμοῦ, Ἀχαιός. — [1028, 1864, 1232, 1949]
loan-draw-intro: Κατὰ τὴν ἐνεργηθεῖσαν τὴν 4ην Δεκεμβρίου 1926 ἐν τῇ Ἐθνικῇ Τραπέζῃ τῆς Ἑλλάδος 19ην κλήρωσιν τοῦ ἀναγκαστικοῦ δανείου 6 1/2 % τοῦ 1922 ἐκληρώθησαν οἱ κάτωθι ἀριθμοὶ ὁμολογιῶν: — [776, 1277, 1234, 1314]
news-para: ὑπ’ ἐπαγγέλματα. Ἡ ἀναγνώρισις τῶν δικαιωμάτων τῶν δημοσίων ὑπαλλήλων ἀποτελεῖ ἐπιδίωξιν τῆς Κυβερνήσεως. — [1010, 250, 1238, 292]
news-para: μετέβη εἰς τὸ ὑπουργεῖον τῶν Οἰκονομικῶν καὶ παρέλαβε τὴν ὑπηρεσίαν παρὰ τοῦ κ. Πέσμα. Ὁ κ. Καφαντάρης ἐξήγησεν εἰς τοὺς κ. Πρόεδρον τὸ πρόγραμμα τῆς Κυβερνήσεως. — [1245, 250, 1472, 335]
church-subheadline: ΑΝΑΚΟΙΝΩΘΕΝ ΤΗΣ ΕΛΛΗΝΙΚΗΣ ΘΡΗΣΚΕΥΤΙΚΗΣ ΚΟΙΝΟΤΗΤΟΣ ΤΩΝ ΓΝΗΣΙΩΝ ΟΡΘΟΔΟΞΩΝ ΧΡΙΣΤΙΑΝΩΝ — [343, 153, 733, 205]
classified-ad-wanted: ΖΗΤΕΙΤΑΙ δι’ ἀγορὰν ἢ διὰ πολυκατοικία οἰκόπεδον ἢ καὶ χώρος ἐκτεταμένος ἐκτάσεως 200 πήχεων καὶ διὰ 12.500 ἔως 30 μέτρων, κείμενος περὶ τὰς ὁδοὺς Κολοκοτρώνη, Αἰόλου, Πραξιτέλους ἢ καὶ εἰς τὰς παρόδους τούτων ἢ πλησίον τῆς ὁδοῦ Πανεπιστημίου. Πληροφορίαι: τηλ. Ε. Α. Λουγιστήριον «Σκρίπ». — [32, 1099, 300, 1249]
engines-ad-line: ΠΑΡΑΚΑΤΑΘΗΚΗ 2,3,4,7,10,12,15,17,25,30, ΙΠΠΩΝ — [352, 1677, 724, 1716]
olympia-ad-line: ΟΛΥΜΠΙΑ — [1288, 2085, 1430, 2114]
race-program-heading: ΤΟ ΠΡΟΓΡΑΜΜΑ — [1065, 1450, 1195, 1466]
subs-foreign-year: Ἐτησ. 1. ἀγγλ. 5 — [167, 211, 251, 222]
bank-ad-line: ΧΑΡΙΝ ΤΗΣ ΑΠΟΤΑΜΙΕΥΣΕΩΣ — [450, 1576, 626, 1590]
nea-epochi-line: Ἡ διαφωνία Βασιλέως Κωνσταντίνου καὶ Βενιζέλου (1915). — [338, 1113, 738, 1143]
loan-draw-headline: ΔΑΝΕΙΟΝ 6 1/2 % 1922 ΑΝΑΓΚΑΣΤΙΚΟΝ.-19η ΚΛΗΡΩΣΙΣ — [839, 1217, 1409, 1271]
klinik-ad-text: ΣΥΦΙΛΙΔΟΛΟΓΟΥ—ΔΕΡΜΑΤΟΛΟΓΟΥ ΕΠΙΜΕΛΗΤΟΥ ΤΟΥ ΝΟΣΟΚΟΜΕΙΟΥ ΑΝΔΡΕΟΥ ΣΥΓΓΡΟΥ. Ὁδὸς Σωκράτους 22. Τηλ. 30-44. Δέχεται 8—1 μ. μ. καὶ 4—7 μ. μ. — [33, 1694, 299, 1745]
news-para: Μετὰ τὴν ὁρκωμοσίαν ἐπεράθη τὸ σχετικὸν πρακτικὸν μεθ’ ὃ οἱ νέοι ὑπουργοὶ, ἀφοῦ ἐδέχθησαν τὰ συγχαρητήρια τοῦ Προέδρου τῆς Δημοκρατίας, ἀπῆλθον κατευθυνθέντες εἰς τὰ ὑπουργεῖά των. — [776, 339, 1003, 424]
news-subhead: ΕΙΣ ΤΟ ΤΩΝ ΣΤΡΑΤΙΩΤΙΚΩΝ — [1245, 450, 1472, 465]
loan-draw-numbers: 100827 ΙΒ 260316 ΙΒ 10003 ΙΣΤ 232669 Ι 383302 Β 220082 Γ 263317 ΙΑ 333193 Α 916985 ΣΤ 700827 Α 100006 ΣΤ 332 163 Ι 369017 ΙΒ 536301 Α 344668 Α 671 463 Α 374461 ΣΤ 561135 ΙΣΤ 343801 ΙΒ 143 ΙΣΤ 380153 Α 163609 ΣΤ 749 138 Β 152039 Α 166 ΙΒ 213069 Δ 110 104 Α 303 ΙΑ 253106 Ι 286066 ΙΑ 343861 Ι 669158 ΙΑ 479459 ΙΖ 192845 Ι 494 Ι 5046 ΙΣΤ 104350 Α 167040 Δ 530369 Δ 110310 Α 376 ΙΒ 100001 Β 460 ΣΤ 380000 Η 100000 Ε 790165 Γ 600144 ΙΗ 474049 Ι 230011 Α 100020 ΙΑ 470013 Γ 1000 Β 350.000 ΣΤ 462448 Ι 738741 Γ 246099 Ι 389003 ΙΣΤ 768089 Η 232 ΙΣ 236 ΙΑ 304700 Ι 3702 ΙΒ 660 250 ΣΤ 51047 Γ 316404 Θ 433282 ΙΣΤ 842342 Α 874113 ΙΒ 452 — [776, 1320, 1234, 1446]
news-para: Ὁ κ. Μιχαλακόπουλος περὶ τὴν μεσημβρίαν μετέβη εἰς τὸ Ὑπουργεῖον τῶν Ἐσωτερικῶν, ὅπου τὸν ἀνέμενον οἱ ἀνώτεροι τοῦ ὑπουργείου ὑπάλληλοι. Ὁ κ. Ἀργυρόπουλος παρέδωκε τὴν ὑπηρεσίαν. — [1245, 359, 1472, 444]
social-heading: ΚΟΙΝΩΝΙΚΑ — [32, 553, 300, 580]
invitation-heading: ΠΡΟΣΚΛΗΣΙΣ — [836, 1624, 952, 1644]
race-program-para: Τὸ πρόγραμμα τῶν σημερινῶν ἱπποδρομιῶν ἔχει ὡς ἑξῆς: — [1028, 1508, 1232, 1536]
church-para: Πεπεισμένοι δὲ χαιρετίσομεν ἐγκαρδίως εἰς τοὺς ἀπανταχοῦ μεῖς ἡμῶν συναγωνιζομένους καὶ συμμεριζομένους τὸν ἱερὸν ἡμῶν ἀγῶνα ἀδελφοὺς τοὺς Ἕλληνας Ὀρθοδόξους, πληροφοροῦμεν συγχρόνως ὅτι, διεσώθησαν ἤδη εἰς τὰς ἐπαρχίας πολλοὶ ἱεροὶ ναοὶ κατὰ τὸ παλαιὸν ἡμερολόγιον. — [543, 272, 758, 400]
news-banner: ΕΙΔΗΣΕΙΣ ΤΗΣ ΗΜΕΡΑΣ — [776, 104, 1472, 170]
news-para: Πρὸς τὰς παραδόσεις ἀναγνώσας τὸ πρακτικὸν ὁ ναύαρχος ὑπουργὸς ηὐχαρίστησε τοὺς ἀξιωματικούς. — [1245, 727, 1472, 770]
church-para: κοῦ λαοῦ, ὁ ὁποῖος δὲν δύναται, εἰμὴ ἐπιμένοντος τούτους εἰς τοιαύτας ἀντορθοδόξους καινοτομίας τὰ ἀποδοκιμάζῃ καὶ θρηνῇ. — [543, 212, 758, 268]
clinic-ad-text: Γωνία Γ΄ Σεπτεμβρίου καὶ Τρικόρφων. Ἀριθ. Τηλ. 53-4 — [43, 1300, 289, 1328]
therapy-ad-title: Ἡ ΤΕΛΕΙΟΤΕΡΑ ΘΕΡΑΠΕΙΑ ΤΗΣ ΣΥΦΙΛΙΔΟΣ — [65, 1509, 267, 1538]
